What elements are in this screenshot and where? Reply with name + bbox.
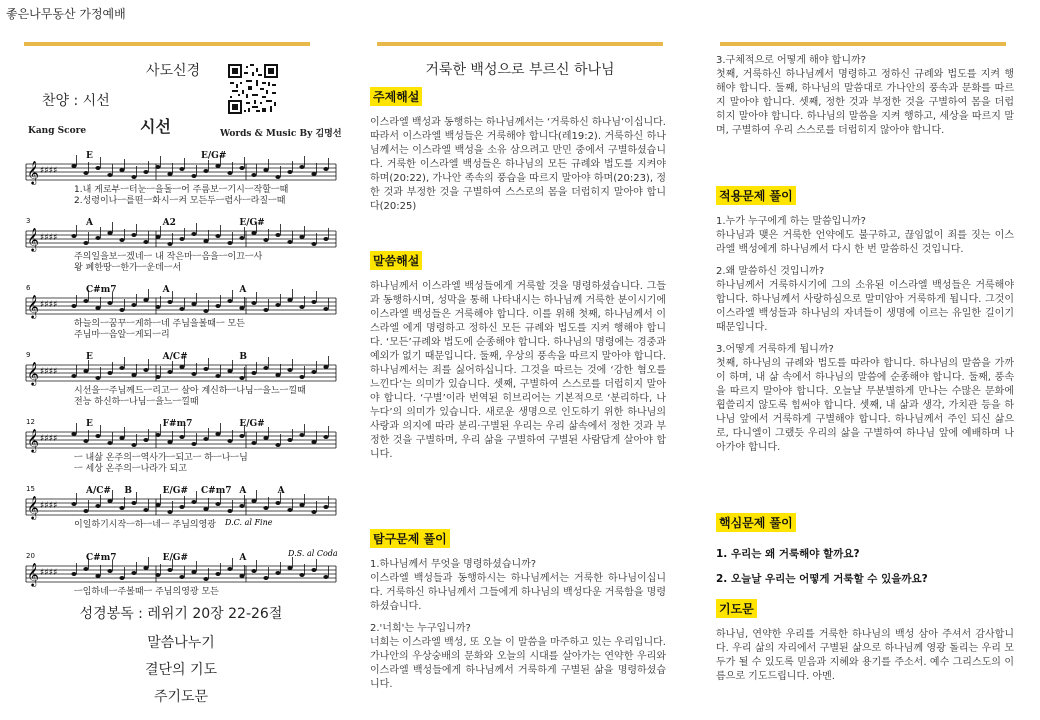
chord-symbol: B (124, 486, 132, 496)
note-head (155, 305, 160, 309)
note-head (311, 172, 316, 176)
note-head (95, 236, 100, 240)
note-head (203, 239, 208, 243)
score-credit-left: Kang Score (28, 126, 87, 136)
apply-label: 적용문제 풀이 (716, 186, 796, 205)
note-head (203, 367, 208, 371)
song-title: 시선 (140, 117, 171, 136)
note-head (95, 434, 100, 438)
chord-symbol: E/G# (239, 419, 265, 429)
lyric-line: 1.내 게로부ㅡ터눈ㅡ을돌ㅡ어 주름보ㅡ기시ㅡ작할ㅡ때 (74, 185, 289, 195)
lyric-line: 2.성령이나ㅡ를떤ㅡ화시ㅡ켜 모든두ㅡ렴사ㅡ라질ㅡ때 (74, 196, 286, 206)
note-head (239, 434, 244, 438)
note-head (323, 435, 328, 439)
sharing-item: 말씀나누기 (147, 635, 215, 651)
note-head (83, 369, 88, 373)
score-credit-right: Words & Music By 김명선 (220, 129, 342, 139)
apply-answer: 하나님과 맺은 거룩한 언약에도 불구하고, 끊임없이 죄를 짓는 이스라엘 백성에게 하나님께서 다시 한 번 말씀하신 것입니다. (716, 230, 1014, 255)
note-head (167, 300, 172, 304)
note-head (83, 299, 88, 303)
note-head (251, 371, 256, 375)
note-head (107, 441, 112, 445)
theme-section (370, 86, 666, 214)
key-signature: ♯♯♯♯ (40, 300, 58, 310)
note-head (83, 567, 88, 571)
chord-symbol: A (277, 486, 285, 496)
explore-item (370, 622, 666, 692)
explore-continued (716, 54, 1014, 138)
note-head (131, 175, 136, 179)
apply-question: 3.어떻게 거룩하게 됩니까? (716, 344, 834, 355)
chord-symbol: A (239, 285, 247, 295)
treble-clef-icon: 𝄞 (27, 294, 39, 318)
chord-symbol: B (239, 352, 247, 362)
chord-symbol: A/C# (86, 486, 111, 496)
right-accent-bar (720, 42, 1006, 46)
note-head (311, 242, 316, 246)
word-label: 말씀해설 (370, 251, 422, 270)
word-text: 하나님께서 이스라엘 백성들에게 거룩할 것을 명령하셨습니다. 그들과 동행하시며, 성막을 통해 나타내시는 하나님께 거룩한 분이시기에 이스라엘 백성들은 거룩해야 합니다. 이를 위해 첫째, 하나님께서 이스라엘 에게 명령하고 정하신 모든 규례와 법도를 지켜 행해야 합니다. ‘모든’규례와 법도에 순종해야 합니다. 하나님의 명령에는 경중과 예외가 없기 때문입니다. 둘째, 우상의 풍속을 따르지 말아야 합니다. 하나님께서는 죄를 싫어하십니다. 그것을 따르는 것에 ‘강한 혐오를 느낀다’는 의미가 있습니다. 셋째, 구별하여 스스로를 더럽히지 말아야 합니다. ‘구별’이라 번역된 히브리어는 기본적으로 ‘분리하다, 나누다’의 의미가 있습니다. 새로운 생명으로 인도하기 위한 하나님의 사랑과 의지에 따라 분리·구별된 우리는 우리 삶속에서 정한 것과 부정한 것을 구별하며, 우리 삶을 구별하여 구별된 사람답게 살아야 합니다. (370, 281, 666, 460)
note-head (95, 574, 100, 578)
note-head (83, 171, 88, 175)
note-head (239, 306, 244, 310)
note-head (251, 441, 256, 445)
note-head (239, 166, 244, 170)
lyric-line: 주의일을보ㅡ겠네ㅡ 내 작은마ㅡ음을ㅡ이끄ㅡ사 (74, 252, 263, 262)
treble-clef-icon: 𝄞 (27, 227, 39, 251)
note-head (323, 365, 328, 369)
note-head (275, 373, 280, 377)
note-head (203, 309, 208, 313)
note-head (263, 308, 268, 312)
note-head (227, 299, 232, 303)
key-signature: ♯♯♯♯ (40, 501, 58, 511)
apply-item (716, 215, 1014, 257)
note-head (167, 510, 172, 514)
note-head (119, 366, 124, 370)
note-head (311, 568, 316, 572)
creed-title: 사도신경 (146, 63, 201, 79)
note-head (71, 164, 76, 168)
note-head (71, 374, 76, 378)
apply-item (716, 265, 1014, 335)
note-head (131, 443, 136, 447)
key-signature: ♯♯♯♯ (40, 166, 58, 176)
note-head (119, 308, 124, 312)
note-head (119, 238, 124, 242)
note-head (107, 499, 112, 503)
qr-code-icon[interactable] (228, 64, 278, 114)
note-head (311, 440, 316, 444)
note-head (287, 298, 292, 302)
measure-number: 9 (26, 351, 31, 359)
note-head (287, 438, 292, 442)
lyric-line: 주님마ㅡ음알ㅡ게되ㅡ리 (74, 330, 170, 340)
note-head (191, 372, 196, 376)
chord-symbol: A (162, 285, 170, 295)
note-head (263, 168, 268, 172)
note-head (131, 303, 136, 307)
note-head (299, 235, 304, 239)
note-head (203, 577, 208, 581)
note-head (323, 237, 328, 241)
chord-symbol: E (86, 419, 93, 429)
note-head (107, 569, 112, 573)
note-head (83, 439, 88, 443)
note-head (299, 573, 304, 577)
chord-symbol: A2 (162, 218, 176, 228)
note-head (263, 238, 268, 242)
note-head (203, 507, 208, 511)
note-head (107, 371, 112, 375)
note-head (299, 503, 304, 507)
explore-question: 1.하나님께서 무엇을 명령하셨습니까? (370, 559, 537, 570)
dc-al-fine-label: D.C. al Fine (225, 518, 273, 527)
chord-symbol: A (86, 218, 93, 228)
core-label: 핵심문제 풀이 (716, 513, 796, 532)
note-head (323, 575, 328, 579)
lyric-line: 전능 하신하ㅡ나님ㅡ을느ㅡ낄때 (74, 397, 199, 407)
note-head (263, 436, 268, 440)
left-accent-bar (24, 42, 310, 46)
prayer-text: 하나님, 연약한 우리를 거룩한 하나님의 백성 삼아 주셔서 감사합니다. 우리 삶의 자리에서 구별된 삶으로 하나님께 영광 돌리는 우리 모두가 될 수 있도록 믿음과 지혜와 용기를 주소서. 예수 그리스도의 이름으로 기도드립니다. 아멘. (716, 629, 1014, 682)
explore-item (370, 558, 666, 614)
note-head (107, 301, 112, 305)
note-head (215, 374, 220, 378)
theme-text: 이스라엘 백성과 동행하는 하나님께서는 ‘거룩하신 하나님’이십니다. 따라서 이스라엘 백성들은 거룩해야 합니다(레19:2). 거룩하신 하나님께서는 이스라엘 백성을 소유 삼으려고 만민 중에서 구별하셨습니다. 거룩한 이스라엘 백성들은 하나님의 모든 규례와 법도를 지켜야 하며(20:22), 가나안 족속의 풍습을 따르지 말아야 하며(20:23), 정한 것과 부정한 것을 구별하여 스스로의 몸을 더럽히지 말아야 합니다(20:25) (370, 117, 666, 212)
note-head (119, 168, 124, 172)
note-head (143, 240, 148, 244)
note-head (275, 175, 280, 179)
measure-number: 3 (26, 217, 31, 225)
note-head (167, 242, 172, 246)
hymn-title: 찬양 : 시선 (42, 93, 110, 109)
chord-symbol: A (239, 553, 247, 563)
note-head (155, 235, 160, 239)
treble-clef-icon: 𝄞 (27, 428, 39, 452)
note-head (131, 233, 136, 237)
note-head (215, 572, 220, 576)
note-head (215, 432, 220, 436)
chord-symbol: F#m7 (162, 419, 193, 429)
note-head (251, 173, 256, 177)
note-head (191, 570, 196, 574)
note-head (143, 566, 148, 570)
note-head (131, 373, 136, 377)
note-head (227, 171, 232, 175)
note-head (191, 442, 196, 446)
note-head (131, 501, 136, 505)
note-head (215, 164, 220, 168)
note-head (275, 443, 280, 447)
note-head (311, 370, 316, 374)
note-head (251, 499, 256, 503)
note-head (311, 510, 316, 514)
decision-prayer-item: 결단의 기도 (144, 662, 218, 678)
lyric-line: 왕 폐한땅ㅡ한가ㅡ운데ㅡ서 (74, 263, 182, 273)
note-head (107, 231, 112, 235)
explore-answer: 너희는 이스라엘 백성, 또 오늘 이 말씀을 마주하고 있는 우리입니다. 가나안의 우상숭배의 문화와 오늘의 시대를 살아가는 연약한 우리와 이스라엘 백성들에게 하나님께서 거룩하게 구별된 삶을 명령하셨습니다. (370, 637, 666, 690)
note-head (287, 240, 292, 244)
note-head (71, 234, 76, 238)
note-head (215, 234, 220, 238)
note-head (275, 571, 280, 575)
note-head (71, 502, 76, 506)
note-head (299, 433, 304, 437)
measure-number: 6 (26, 284, 31, 292)
note-head (179, 435, 184, 439)
note-head (239, 376, 244, 380)
measure-number: 20 (26, 552, 35, 560)
lords-prayer-item: 주기도문 (153, 689, 209, 705)
lyric-line: ㅡ 내삶 온주의ㅡ역사가ㅡ되고ㅡ 하ㅡ나ㅡ님 (74, 453, 248, 463)
chord-symbol: E (86, 352, 93, 362)
note-head (263, 576, 268, 580)
note-head (71, 572, 76, 576)
note-head (95, 504, 100, 508)
explore-question: 3.구체적으로 어떻게 해야 합니까? (716, 55, 866, 66)
note-head (191, 500, 196, 504)
note-head (95, 306, 100, 310)
lyric-line: 시선을ㅡ주님께드ㅡ리고ㅡ 살아 계신하ㅡ나님ㅡ을느ㅡ낄때 (74, 386, 306, 396)
word-section (370, 250, 666, 462)
core-question: 2. 오늘날 우리는 어떻게 거룩할 수 있을까요? (716, 573, 928, 585)
chord-symbol: E/G# (162, 553, 189, 563)
note-head (155, 165, 160, 169)
note-head (167, 440, 172, 444)
note-head (323, 505, 328, 509)
chord-symbol: C#m7 (86, 553, 117, 563)
score-staves (20, 110, 342, 598)
treble-clef-icon: 𝄞 (27, 160, 39, 184)
note-head (143, 438, 148, 442)
note-head (179, 167, 184, 171)
note-head (275, 303, 280, 307)
chord-symbol: E (86, 151, 93, 161)
page-header: 좋은나무동산 가정예배 (6, 7, 126, 21)
note-head (203, 437, 208, 441)
note-head (251, 301, 256, 305)
lyric-line: ㅡ임하네ㅡ주볼때ㅡ 주님의영광 모든 (74, 587, 219, 597)
measure-number: 12 (26, 418, 35, 426)
note-head (83, 241, 88, 245)
note-head (119, 436, 124, 440)
note-head (251, 569, 256, 573)
note-head (311, 300, 316, 304)
apply-answer: 하나님께서 거룩하시기에 그의 소유된 이스라엘 백성들은 거룩해야 합니다. 하나님께서 사랑하심으로 말미암아 거룩하게 됩니다. 그것이 이스라엘 백성들과 하나님의 자녀들이 생명에 이르는 유일한 길이기 때문입니다. (716, 280, 1014, 333)
note-head (155, 433, 160, 437)
scripture-reading: 성경봉독 : 레위기 20장 22-26절 (79, 606, 283, 622)
explore-answer: 첫째, 거룩하신 하나님께서 명령하고 정하신 규례와 법도를 지켜 행해야 합니다. 둘째, 하나님의 말씀대로 가나안의 풍속과 문화를 따르지 말아야 합니다. 셋째, 정한 것과 부정한 것을 구별하여 몸을 더럽히지 말아야 합니다. 하나님의 말씀을 지켜 행하고, 세상을 따르지 말며, 구별하여 우리 스스로를 더럽히지 않아야 합니다. (716, 69, 1014, 136)
note-head (119, 506, 124, 510)
note-head (179, 575, 184, 579)
core-question: 1. 우리는 왜 거룩해야 할까요? (716, 548, 860, 560)
note-head (287, 508, 292, 512)
note-head (167, 172, 172, 176)
note-head (299, 165, 304, 169)
note-head (131, 571, 136, 575)
apply-question: 1.누가 누구에게 하는 말씀입니까? (716, 216, 866, 227)
note-head (263, 506, 268, 510)
note-head (227, 241, 232, 245)
middle-accent-bar (377, 42, 663, 46)
treble-clef-icon: 𝄞 (27, 495, 39, 519)
note-head (179, 505, 184, 509)
note-head (299, 305, 304, 309)
sheet-music (20, 110, 342, 598)
apply-question: 2.왜 말씀하신 것입니까? (716, 266, 825, 277)
chord-symbol: E/G# (239, 218, 265, 228)
lyric-line: ㅡ 세상 온주의ㅡ나라가 되고 (74, 464, 187, 474)
ds-al-coda-label: D.S. al Coda (288, 549, 338, 558)
note-head (227, 439, 232, 443)
note-head (179, 307, 184, 311)
sermon-title: 거룩한 백성으로 부르신 하나님 (425, 62, 615, 78)
note-head (95, 376, 100, 380)
note-head (143, 508, 148, 512)
note-head (323, 167, 328, 171)
note-head (143, 298, 148, 302)
chord-symbol: C#m7 (201, 486, 232, 496)
treble-clef-icon: 𝄞 (27, 361, 39, 385)
note-head (287, 170, 292, 174)
key-signature: ♯♯♯♯ (40, 367, 58, 377)
note-head (323, 307, 328, 311)
note-head (227, 567, 232, 571)
apply-item (716, 343, 1014, 455)
note-head (203, 169, 208, 173)
treble-clef-icon: 𝄞 (27, 562, 39, 586)
explore-section (370, 528, 666, 692)
note-head (263, 366, 268, 370)
note-head (299, 375, 304, 379)
note-head (71, 304, 76, 308)
note-head (227, 509, 232, 513)
lyric-line: 이일하기시작ㅡ하ㅡ네ㅡ 주님의영광 (74, 520, 216, 530)
core-section (716, 512, 1014, 586)
note-head (191, 174, 196, 178)
apply-section (716, 185, 1014, 455)
prayer-section (716, 598, 1014, 684)
apply-answer: 첫째, 하나님의 규례와 법도를 따라야 합니다. 하나님의 말씀을 가까이 하며, 내 삶 속에서 하나님의 말씀에 순종해야 합니다. 둘째, 풍속을 따르지 말아야 합니다. 오늘날 무분별하게 만나는 수많은 문화에 휩쓸리지 않도록 힘써야 합니다. 셋째, 내 삶과 생각, 가치관 등을 하나님 앞에서 거룩하게 구별해야 합니다. 하나님께서 주인 되신 삶으로, 다니엘이 그랬듯 우리의 삶을 구별하여 하나님 앞에 예배하며 나아가야 합니다. (716, 358, 1014, 453)
key-signature: ♯♯♯♯ (40, 233, 58, 243)
note-head (215, 502, 220, 506)
lyric-line: 하늘의ㅡ꿈꾸ㅡ게하ㅡ네 주님을볼때ㅡ 모든 (74, 319, 245, 329)
explore-label: 탐구문제 풀이 (370, 529, 450, 548)
chord-symbol: A (239, 486, 247, 496)
note-head (95, 166, 100, 170)
chord-symbol: E/G# (162, 486, 189, 496)
note-head (191, 232, 196, 236)
note-head (179, 237, 184, 241)
note-head (215, 304, 220, 308)
chord-symbol: E/G# (201, 151, 227, 161)
note-head (251, 231, 256, 235)
note-head (167, 370, 172, 374)
chord-symbol: A/C# (162, 352, 188, 362)
note-head (239, 504, 244, 508)
measure-number: 15 (26, 485, 35, 493)
note-head (227, 369, 232, 373)
key-signature: ♯♯♯♯ (40, 568, 58, 578)
note-head (191, 302, 196, 306)
note-head (143, 170, 148, 174)
note-head (239, 236, 244, 240)
chord-symbol: C#m7 (86, 285, 117, 295)
note-head (179, 365, 184, 369)
note-head (167, 568, 172, 572)
note-head (275, 501, 280, 505)
note-head (119, 576, 124, 580)
note-head (275, 233, 280, 237)
key-signature: ♯♯♯♯ (40, 434, 58, 444)
note-head (155, 573, 160, 577)
explore-answer: 이스라엘 백성들과 동행하시는 하나님께서는 거룩한 하나님이십니다. 거룩하신 하나님께서 그들에게 하나님의 백성다운 거룩함을 명령하셨습니다. (370, 573, 666, 612)
explore-question: 2.'너희'는 누구입니까? (370, 623, 471, 634)
theme-label: 주제해설 (370, 87, 422, 106)
note-head (143, 368, 148, 372)
note-head (155, 375, 160, 379)
note-head (287, 566, 292, 570)
note-head (83, 509, 88, 513)
note-head (107, 173, 112, 177)
prayer-label: 기도문 (716, 599, 757, 618)
note-head (287, 368, 292, 372)
note-head (155, 503, 160, 507)
note-head (71, 432, 76, 436)
note-head (239, 574, 244, 578)
